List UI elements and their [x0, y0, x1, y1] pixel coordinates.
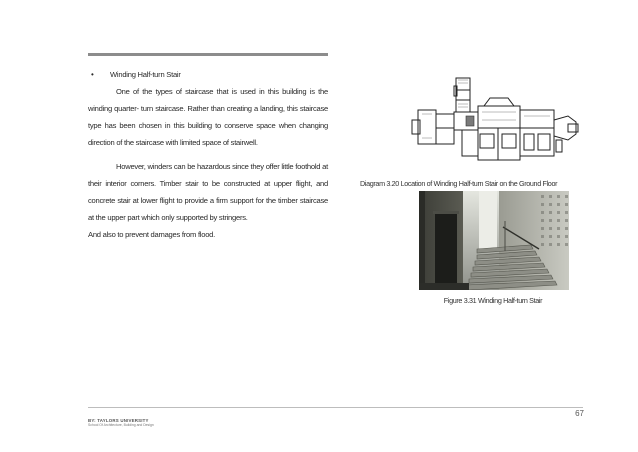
stair-photo-drawing [419, 191, 569, 290]
bullet-item [88, 66, 328, 83]
footer-subtitle: School Of Architecture, Building and Design [88, 423, 154, 427]
bullet-icon: • [91, 70, 94, 79]
floor-plan-drawing [410, 76, 586, 166]
page-number: 67 [575, 409, 584, 418]
diagram-caption: Diagram 3.20 Location of Winding Half-turn Stair on the Ground Floor [360, 179, 558, 188]
figure-caption: Figure 3.31 Winding Half-turn Stair [443, 296, 543, 305]
stair-photo [419, 191, 569, 290]
top-rule [88, 53, 328, 56]
paragraph-2: However, winders can be hazardous since they offer little foothold at their interior corners. Timber stair to be constructed at upper flight, and concrete stair at lower flight to provide a firm support for the timber staircase at the upper part which only supported by stringers. [88, 162, 328, 222]
paragraph-3: And also to prevent damages from flood. [88, 230, 216, 239]
bottom-rule [88, 407, 583, 408]
body-text-column [88, 66, 328, 243]
floor-plan-diagram [410, 76, 586, 166]
stair-highlight [466, 116, 474, 126]
footer-title: BY: TAYLORS UNIVERSITY [88, 418, 149, 423]
footer [88, 418, 228, 427]
paragraph-1: One of the types of staircase that is used in this building is the winding quarter- turn staircase. Rather than creating a landing, this staircase type has been chosen in this building to conserve space when changing direction of the staircase with limited space of stairwell. [88, 87, 328, 147]
bullet-heading: Winding Half-turn Stair [110, 70, 181, 79]
